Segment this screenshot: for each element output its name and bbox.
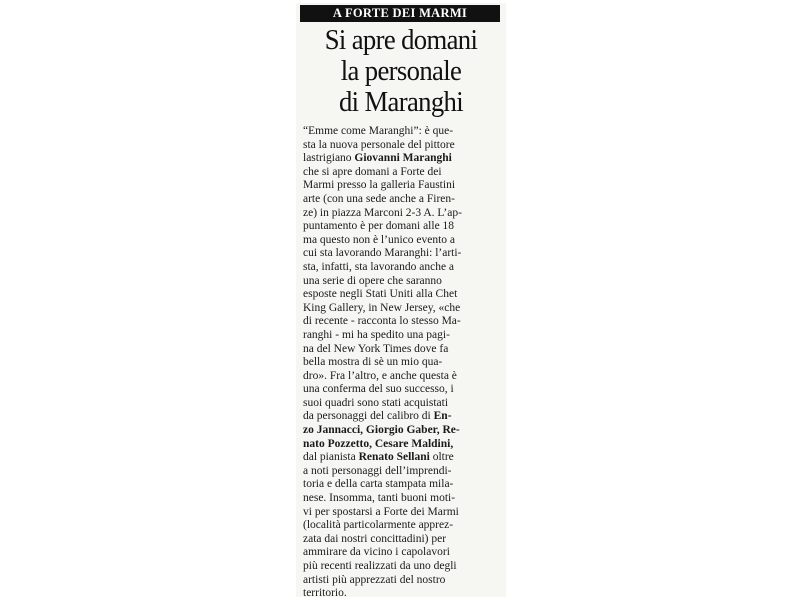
article-line <box>303 492 499 506</box>
text-run: a noti personaggi dell’imprendi- <box>303 464 452 477</box>
headline-line: di Maranghi <box>338 86 464 118</box>
article-line <box>303 438 499 452</box>
bold-name: En- <box>433 410 452 423</box>
article-line <box>303 424 499 438</box>
article-line <box>303 451 499 465</box>
text-run: che si apre domani a Forte dei <box>303 165 442 178</box>
text-run: ma questo non è l’unico evento a <box>303 233 456 246</box>
text-run: artisti più apprezzati del nostro <box>303 573 446 586</box>
article-line <box>303 166 499 180</box>
headline-line: Si apre domani <box>324 24 478 56</box>
text-run: arte (con una sede anche a Firen- <box>303 192 455 205</box>
article-line <box>303 383 499 397</box>
article-line <box>303 370 499 384</box>
article-line <box>303 410 499 424</box>
text-run: territorio. <box>303 587 347 600</box>
section-kicker: A FORTE DEI MARMI <box>300 5 500 22</box>
text-run: ammirare da vicino i capolavori <box>303 546 450 559</box>
article-line <box>303 356 499 370</box>
article-line <box>303 302 499 316</box>
text-run: di recente - racconta lo stesso Ma- <box>303 315 461 328</box>
bold-name: zo Jannacci, Giorgio Gaber, Re- <box>303 424 460 437</box>
text-run: sta, infatti, sta lavorando anche a <box>303 260 455 273</box>
bold-name: Giovanni Maranghi <box>354 152 452 165</box>
text-run: (località particolarmente apprez- <box>303 519 454 532</box>
text-run: una serie di opere che saranno <box>303 274 442 287</box>
article-line <box>303 261 499 275</box>
text-run: nese. Insomma, tanti buoni moti- <box>303 492 456 505</box>
article-line <box>303 315 499 329</box>
article-line <box>303 152 499 166</box>
article-line <box>303 125 499 139</box>
text-run: “Emme come Maranghi”: è que- <box>303 125 454 137</box>
article-line <box>303 519 499 533</box>
text-run: toria e della carta stampata mila- <box>303 478 454 491</box>
article-line <box>303 465 499 479</box>
text-run: suoi quadri sono stati acquistati <box>303 396 449 409</box>
article-line <box>303 139 499 153</box>
article-line <box>303 329 499 343</box>
article-line <box>303 275 499 289</box>
text-run: ranghi - mi ha spedito una pagi- <box>303 328 450 341</box>
article-line <box>303 574 499 588</box>
text-run: ze) in piazza Marconi 2-3 A. L’ap- <box>303 206 462 219</box>
headline-line: la personale <box>340 55 462 87</box>
article-line <box>303 193 499 207</box>
article-line <box>303 506 499 520</box>
text-run: esposte negli Stati Uniti alla Chet <box>303 288 458 301</box>
text-run: più recenti realizzati da uno degli <box>303 560 457 572</box>
text-run: bella mostra di sè un mio qua- <box>303 356 443 369</box>
text-run: dro». Fra l’altro, e anche questa è <box>303 369 457 382</box>
text-run: dal pianista <box>303 451 359 464</box>
text-run: vi per spostarsi a Forte dei Marmi <box>303 505 459 518</box>
article-line <box>303 234 499 248</box>
text-run: puntamento è per domani alle 18 <box>303 220 455 233</box>
text-run: lastrigiano <box>303 152 355 165</box>
text-run: Marmi presso la galleria Faustini <box>303 179 456 192</box>
text-run: una conferma del suo successo, i <box>303 383 454 396</box>
text-run: oltre <box>429 451 454 464</box>
bold-name: Renato Sellani <box>358 451 430 464</box>
article-line <box>303 533 499 547</box>
article-line <box>303 220 499 234</box>
article-line <box>303 478 499 492</box>
article-line <box>303 397 499 411</box>
text-run: zata dai nostri concittadini) per <box>303 532 447 545</box>
text-run: na del New York Times dove fa <box>303 342 449 355</box>
article-line <box>303 560 499 574</box>
bold-name: nato Pozzetto, Cesare Maldini, <box>303 437 454 450</box>
article-line <box>303 247 499 261</box>
text-run: King Gallery, in New Jersey, «che <box>303 301 461 314</box>
article-line <box>303 343 499 357</box>
text-run: da personaggi del calibro di <box>303 410 434 423</box>
text-run: cui sta lavorando Maranghi: l’arti- <box>303 247 462 260</box>
article-body <box>303 125 499 600</box>
article-line <box>303 179 499 193</box>
headline <box>306 25 496 118</box>
article-line <box>303 288 499 302</box>
article-line <box>303 207 499 221</box>
article-line <box>303 587 499 600</box>
article-line <box>303 546 499 560</box>
text-run: sta la nuova personale del pittore <box>303 138 455 151</box>
newspaper-clipping <box>296 3 506 600</box>
